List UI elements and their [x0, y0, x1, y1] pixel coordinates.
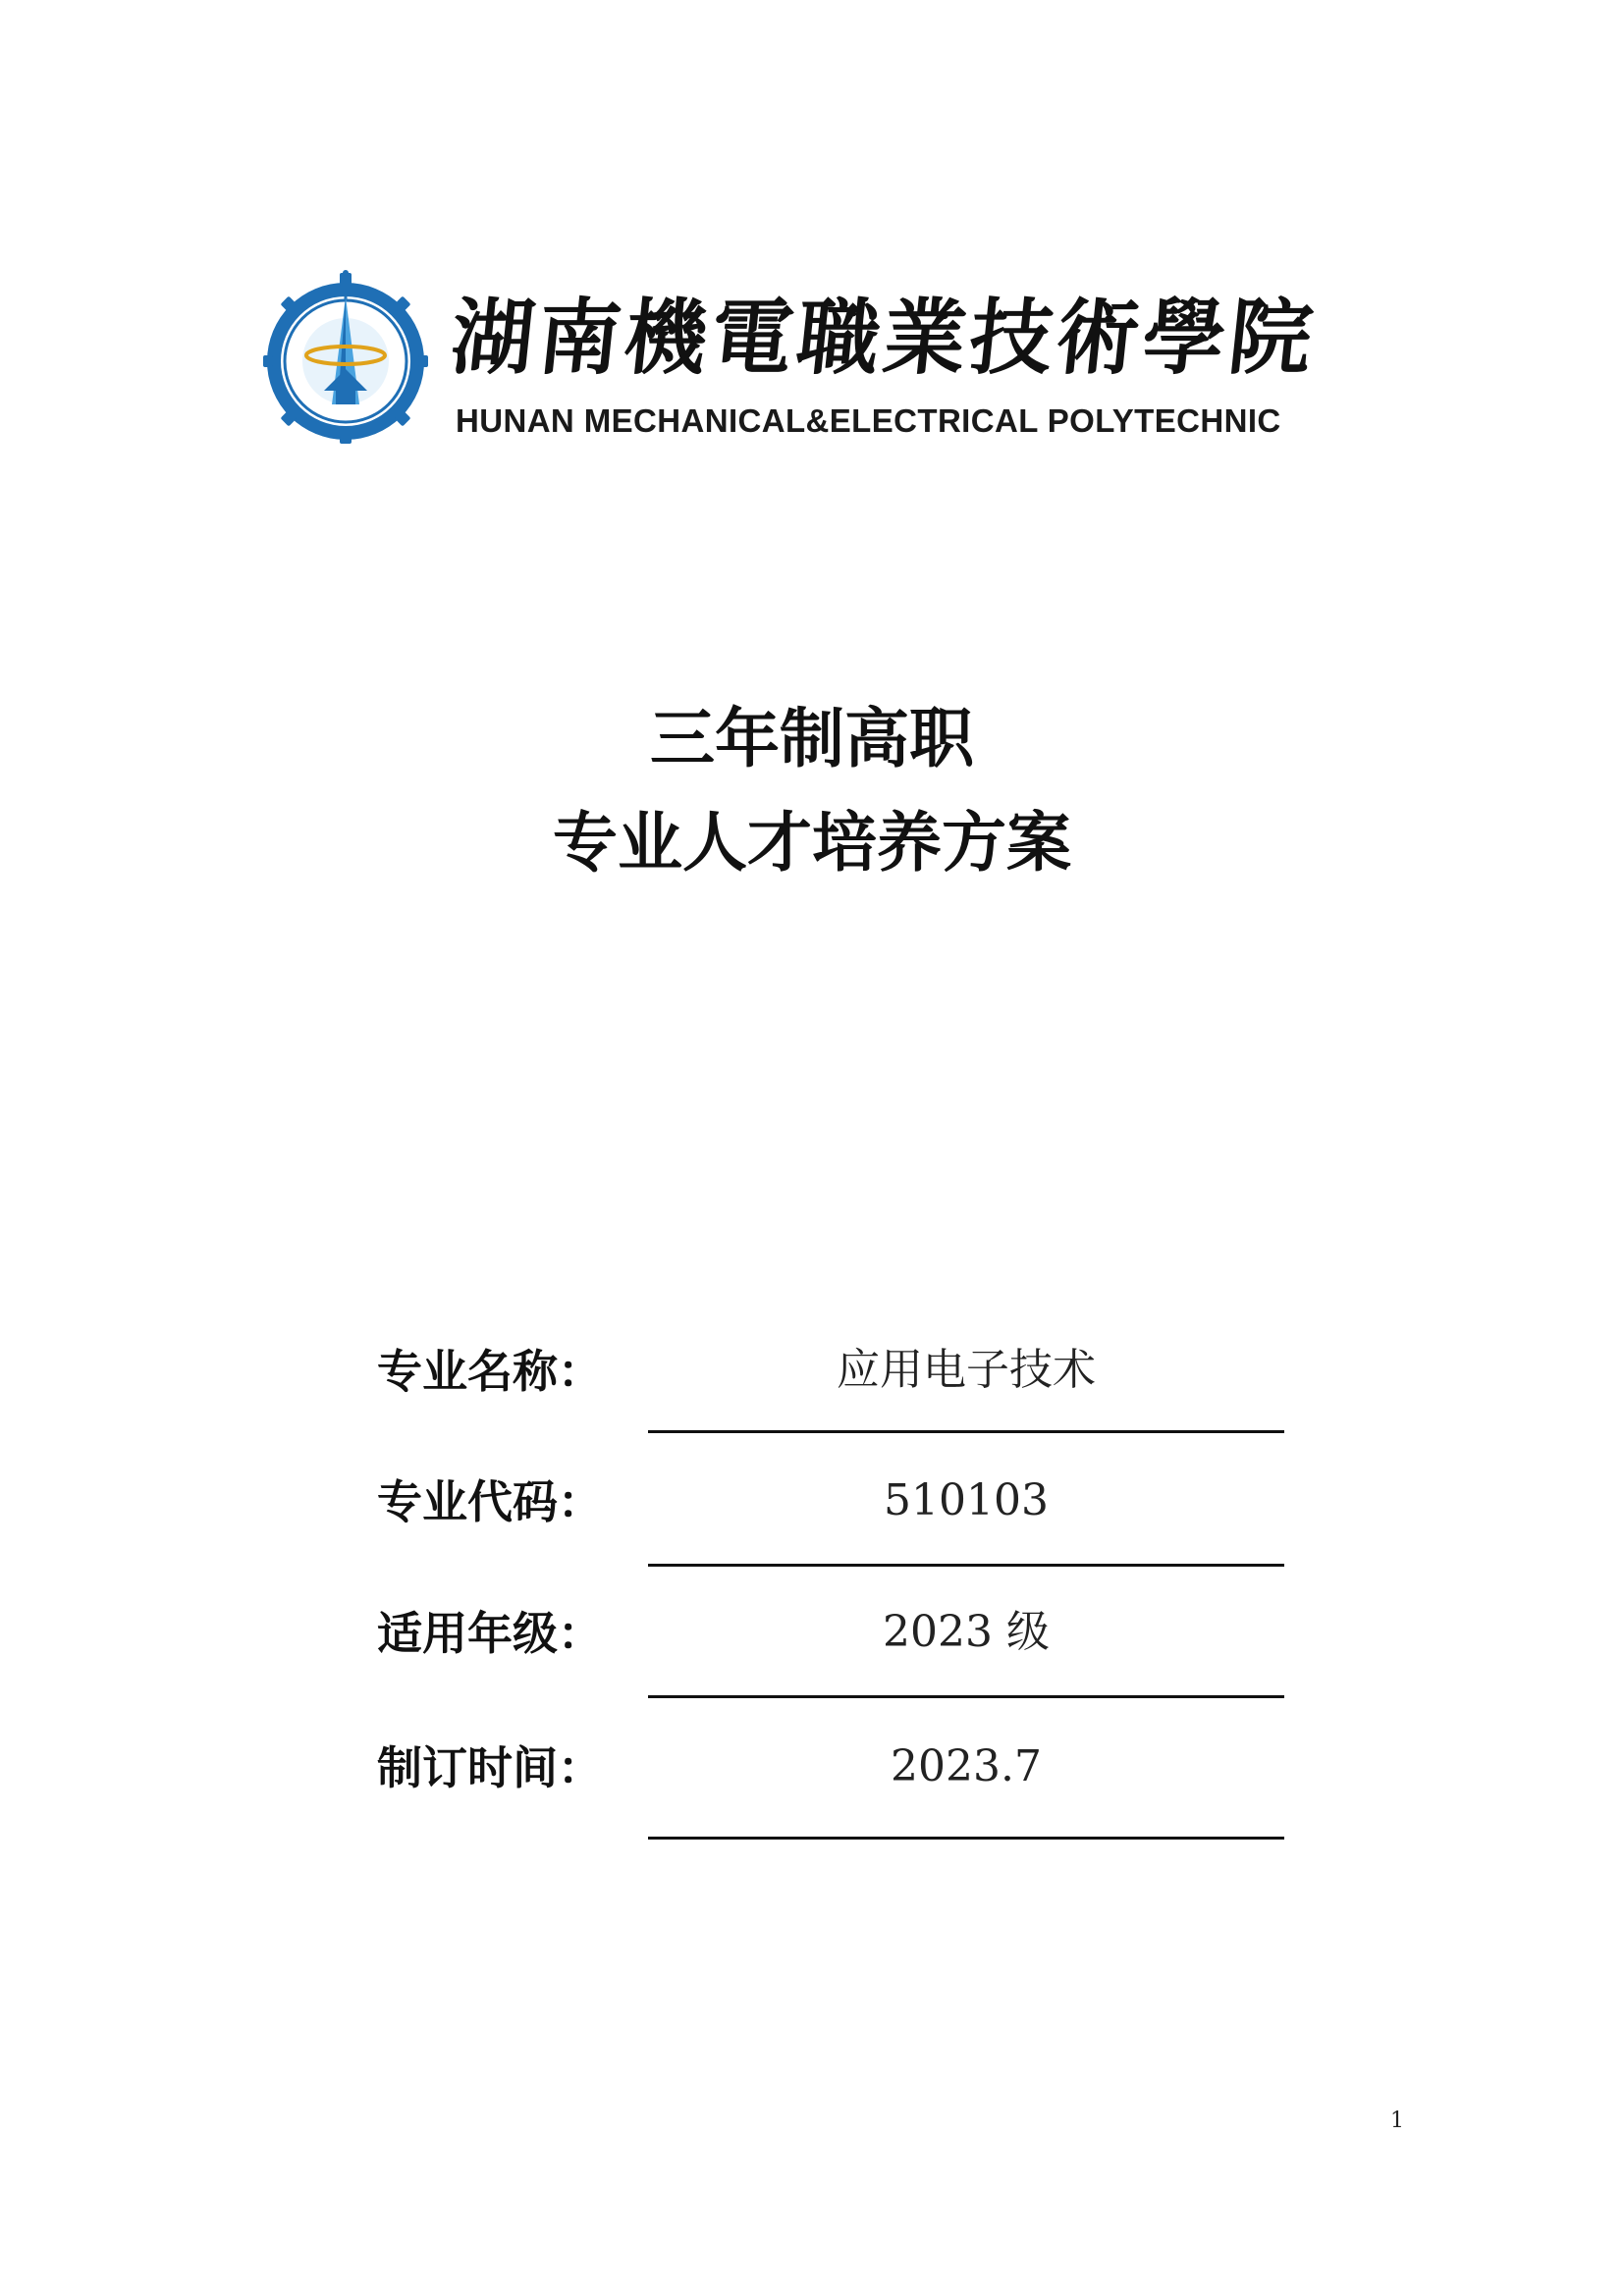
- field-label: 专业名称：: [377, 1345, 603, 1398]
- field-label: 适用年级：: [377, 1607, 603, 1660]
- field-revision-date: [377, 1741, 1280, 1863]
- field-value: 510103: [884, 1475, 1049, 1525]
- page-number: 1: [1390, 2109, 1404, 2133]
- underline: [648, 1430, 1284, 1433]
- school-header: [263, 267, 1324, 444]
- field-value: 2023 级: [883, 1607, 1050, 1657]
- school-name-en: HUNAN MECHANICAL&ELECTRICAL POLYTECHNIC: [456, 402, 1281, 439]
- field-label: 专业代码：: [377, 1475, 603, 1528]
- school-name-cn: 湖南機電職業技術學院: [446, 289, 1322, 386]
- underline: [648, 1837, 1284, 1840]
- document-title-line-2: 专业人才培养方案: [553, 805, 1071, 881]
- field-value: 2023.7: [891, 1741, 1042, 1791]
- field-major-code: [377, 1475, 1280, 1597]
- document-title-line-1: 三年制高职: [650, 701, 974, 776]
- school-emblem-icon: [263, 267, 428, 444]
- field-label: 制订时间：: [377, 1741, 603, 1794]
- field-value: 应用电子技术: [837, 1345, 1096, 1395]
- underline: [648, 1564, 1284, 1567]
- underline: [648, 1695, 1284, 1698]
- field-applicable-grade: [377, 1607, 1280, 1729]
- field-major-name: [377, 1345, 1280, 1467]
